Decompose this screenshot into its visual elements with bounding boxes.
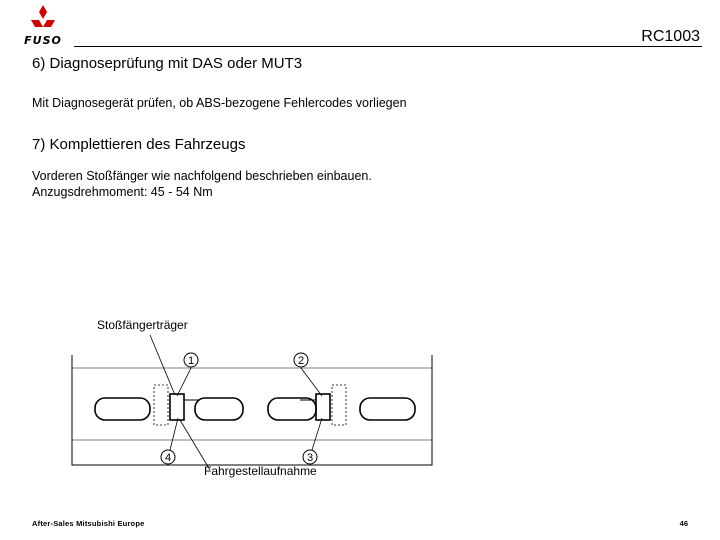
marker-3-label: 3 (306, 452, 314, 464)
bumper-slot (360, 398, 415, 420)
leader-line (150, 335, 175, 395)
bolt-plate-right (316, 394, 330, 420)
footer-company: After-Sales Mitsubishi Europe (32, 519, 145, 528)
marker-3 (303, 450, 317, 464)
leader-line (180, 420, 210, 470)
bumper-outline (72, 355, 432, 465)
section-text: Mit Diagnosegerät prüfen, ob ABS-bezogene Fehlercodes vorliegen (32, 96, 407, 110)
marker-4-label: 4 (164, 452, 172, 464)
marker-1-label: 1 (187, 355, 195, 367)
marker-2 (294, 353, 308, 367)
bolt-plate-left (170, 394, 184, 420)
logo-text: FUSO (24, 34, 62, 47)
section-text: Vorderen Stoßfänger wie nachfolgend beschrieben einbauen. (32, 169, 372, 183)
bracket-left (154, 385, 168, 425)
mitsubishi-diamonds-icon (20, 4, 66, 34)
page-number: 46 (679, 519, 688, 528)
document-code: RC1003 (641, 28, 700, 45)
label-chassis-mount: Fahrgestellaufnahme (204, 464, 317, 478)
bracket-right (332, 385, 346, 425)
section-text: Anzugsdrehmoment: 45 - 54 Nm (32, 185, 213, 199)
label-bumper-bracket: Stoßfängerträger (97, 318, 188, 332)
bumper-mounting-diagram (60, 320, 460, 480)
section-heading: 7) Komplettieren des Fahrzeugs (32, 136, 246, 153)
fuso-logo (20, 4, 66, 46)
bumper-slot (268, 398, 316, 420)
bumper-slot (95, 398, 150, 420)
marker-1 (184, 353, 198, 367)
section-heading: 6) Diagnoseprüfung mit DAS oder MUT3 (32, 55, 303, 72)
marker-2-label: 2 (297, 355, 305, 367)
marker-4 (161, 450, 175, 464)
header-divider (74, 46, 702, 47)
bumper-slot (195, 398, 243, 420)
